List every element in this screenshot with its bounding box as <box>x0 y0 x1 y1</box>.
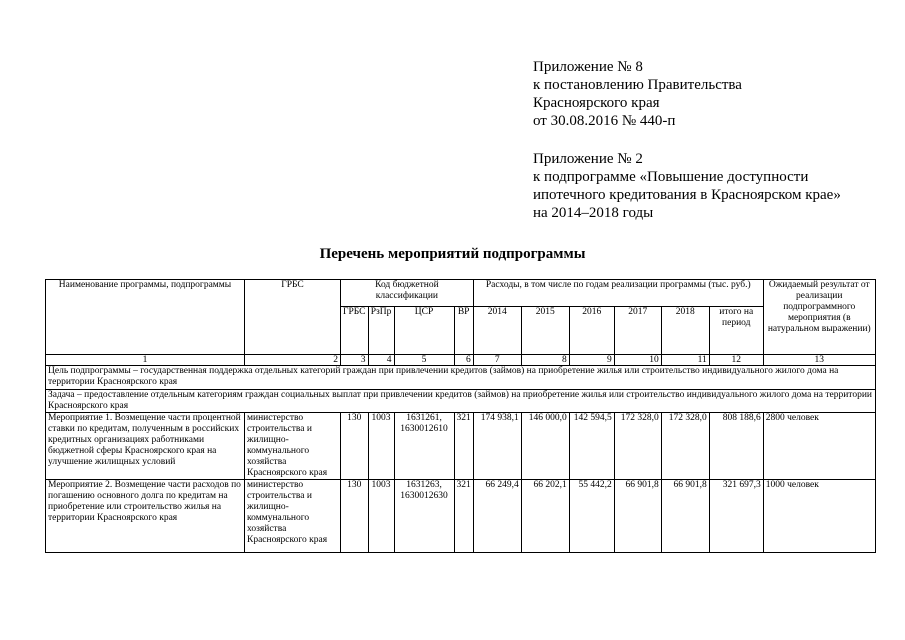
expense-2018: 172 328,0 <box>661 413 709 480</box>
expense-2014: 66 249,4 <box>473 480 521 553</box>
column-number: 10 <box>614 355 661 366</box>
grbs-code: 130 <box>341 413 369 480</box>
expected-result: 2800 человек <box>763 413 875 480</box>
document-title: Перечень мероприятий подпрограммы <box>319 246 586 262</box>
expense-2017: 172 328,0 <box>614 413 661 480</box>
document-header <box>533 58 841 222</box>
column-number: 11 <box>661 355 709 366</box>
rzpr-code: 1003 <box>368 413 394 480</box>
rzpr-code: 1003 <box>368 480 394 553</box>
subcol-header: ЦСР <box>394 307 454 355</box>
expense-2018: 66 901,8 <box>661 480 709 553</box>
col-name-header: Наименование программы, подпрограммы <box>46 280 245 355</box>
measure-name: Мероприятие 1. Возмещение части процентной ставки по кредитам, полученным в российских кредитных организациях работниками бюджетной сферы Красноярского края на улучшение жилищных условий <box>46 413 245 480</box>
subcol-header: ГРБС <box>341 307 369 355</box>
expected-result: 1000 человек <box>763 480 875 553</box>
expense-2016: 55 442,2 <box>569 480 614 553</box>
vr-code: 321 <box>454 413 473 480</box>
vr-code: 321 <box>454 480 473 553</box>
header-line: Красноярского края <box>533 95 660 111</box>
table-row <box>46 480 876 553</box>
column-number: 3 <box>341 355 369 366</box>
subcol-header: 2014 <box>473 307 521 355</box>
subcol-header: 2018 <box>661 307 709 355</box>
header-line: к постановлению Правительства <box>533 77 742 93</box>
column-number: 5 <box>394 355 454 366</box>
column-number: 4 <box>368 355 394 366</box>
header-line: Приложение № 2 <box>533 151 643 167</box>
subcol-header: РзПр <box>368 307 394 355</box>
header-line: к подпрограмме «Повышение доступности <box>533 169 809 185</box>
grbs-code: 130 <box>341 480 369 553</box>
subcol-header: 2016 <box>569 307 614 355</box>
program-task: Задача – предоставление отдельным категориям граждан социальных выплат при привлечении кредитов (займов) на приобретение жилья или строительство индивидуального жилого дома на территории Красноярского края <box>46 390 876 413</box>
column-number: 8 <box>521 355 569 366</box>
measure-name: Мероприятие 2. Возмещение части расходов по погашению основного долга по кредитам на приобретение или строительство жилья на территории Красноярского края <box>46 480 245 553</box>
expense-total: 321 697,3 <box>709 480 763 553</box>
column-number: 13 <box>763 355 875 366</box>
col-grbs-header: ГРБС <box>245 280 341 355</box>
expense-2015: 146 000,0 <box>521 413 569 480</box>
col-expenses-header: Расходы, в том числе по годам реализации программы (тыс. руб.) <box>473 280 763 307</box>
subcol-header: ВР <box>454 307 473 355</box>
csr-code: 1631261, 1630012610 <box>394 413 454 480</box>
expense-2015: 66 202,1 <box>521 480 569 553</box>
column-number: 9 <box>569 355 614 366</box>
expense-2016: 142 594,5 <box>569 413 614 480</box>
expense-total: 808 188,6 <box>709 413 763 480</box>
subcol-header: итого на период <box>709 307 763 355</box>
col-budget-code-header: Код бюджетной классификации <box>341 280 474 307</box>
subcol-header: 2017 <box>614 307 661 355</box>
measure-grbs: министерство строительства и жилищно-коммунального хозяйства Красноярского края <box>245 480 341 553</box>
expense-2014: 174 938,1 <box>473 413 521 480</box>
csr-code: 1631263, 1630012630 <box>394 480 454 553</box>
header-line: от 30.08.2016 № 440-п <box>533 113 676 129</box>
column-number: 1 <box>46 355 245 366</box>
table-row <box>46 413 876 480</box>
col-result-header: Ожидаемый результат от реализации подпрограммного мероприятия (в натуральном выражении) <box>763 280 875 355</box>
column-number: 12 <box>709 355 763 366</box>
expense-2017: 66 901,8 <box>614 480 661 553</box>
header-line: Приложение № 8 <box>533 59 643 75</box>
subcol-header: 2015 <box>521 307 569 355</box>
program-goal: Цель подпрограммы – государственная поддержка отдельных категорий граждан при привлечении кредитов (займов) на приобретение жилья или строительство индивидуального жилого дома на территории Красноярского края <box>46 366 876 390</box>
measure-grbs: министерство строительства и жилищно-коммунального хозяйства Красноярского края <box>245 413 341 480</box>
column-number: 6 <box>454 355 473 366</box>
column-number: 2 <box>245 355 341 366</box>
column-numbers-row <box>46 355 876 366</box>
header-line: ипотечного кредитования в Красноярском крае» <box>533 187 841 203</box>
measures-table <box>45 279 876 553</box>
column-number: 7 <box>473 355 521 366</box>
header-line: на 2014–2018 годы <box>533 205 654 221</box>
